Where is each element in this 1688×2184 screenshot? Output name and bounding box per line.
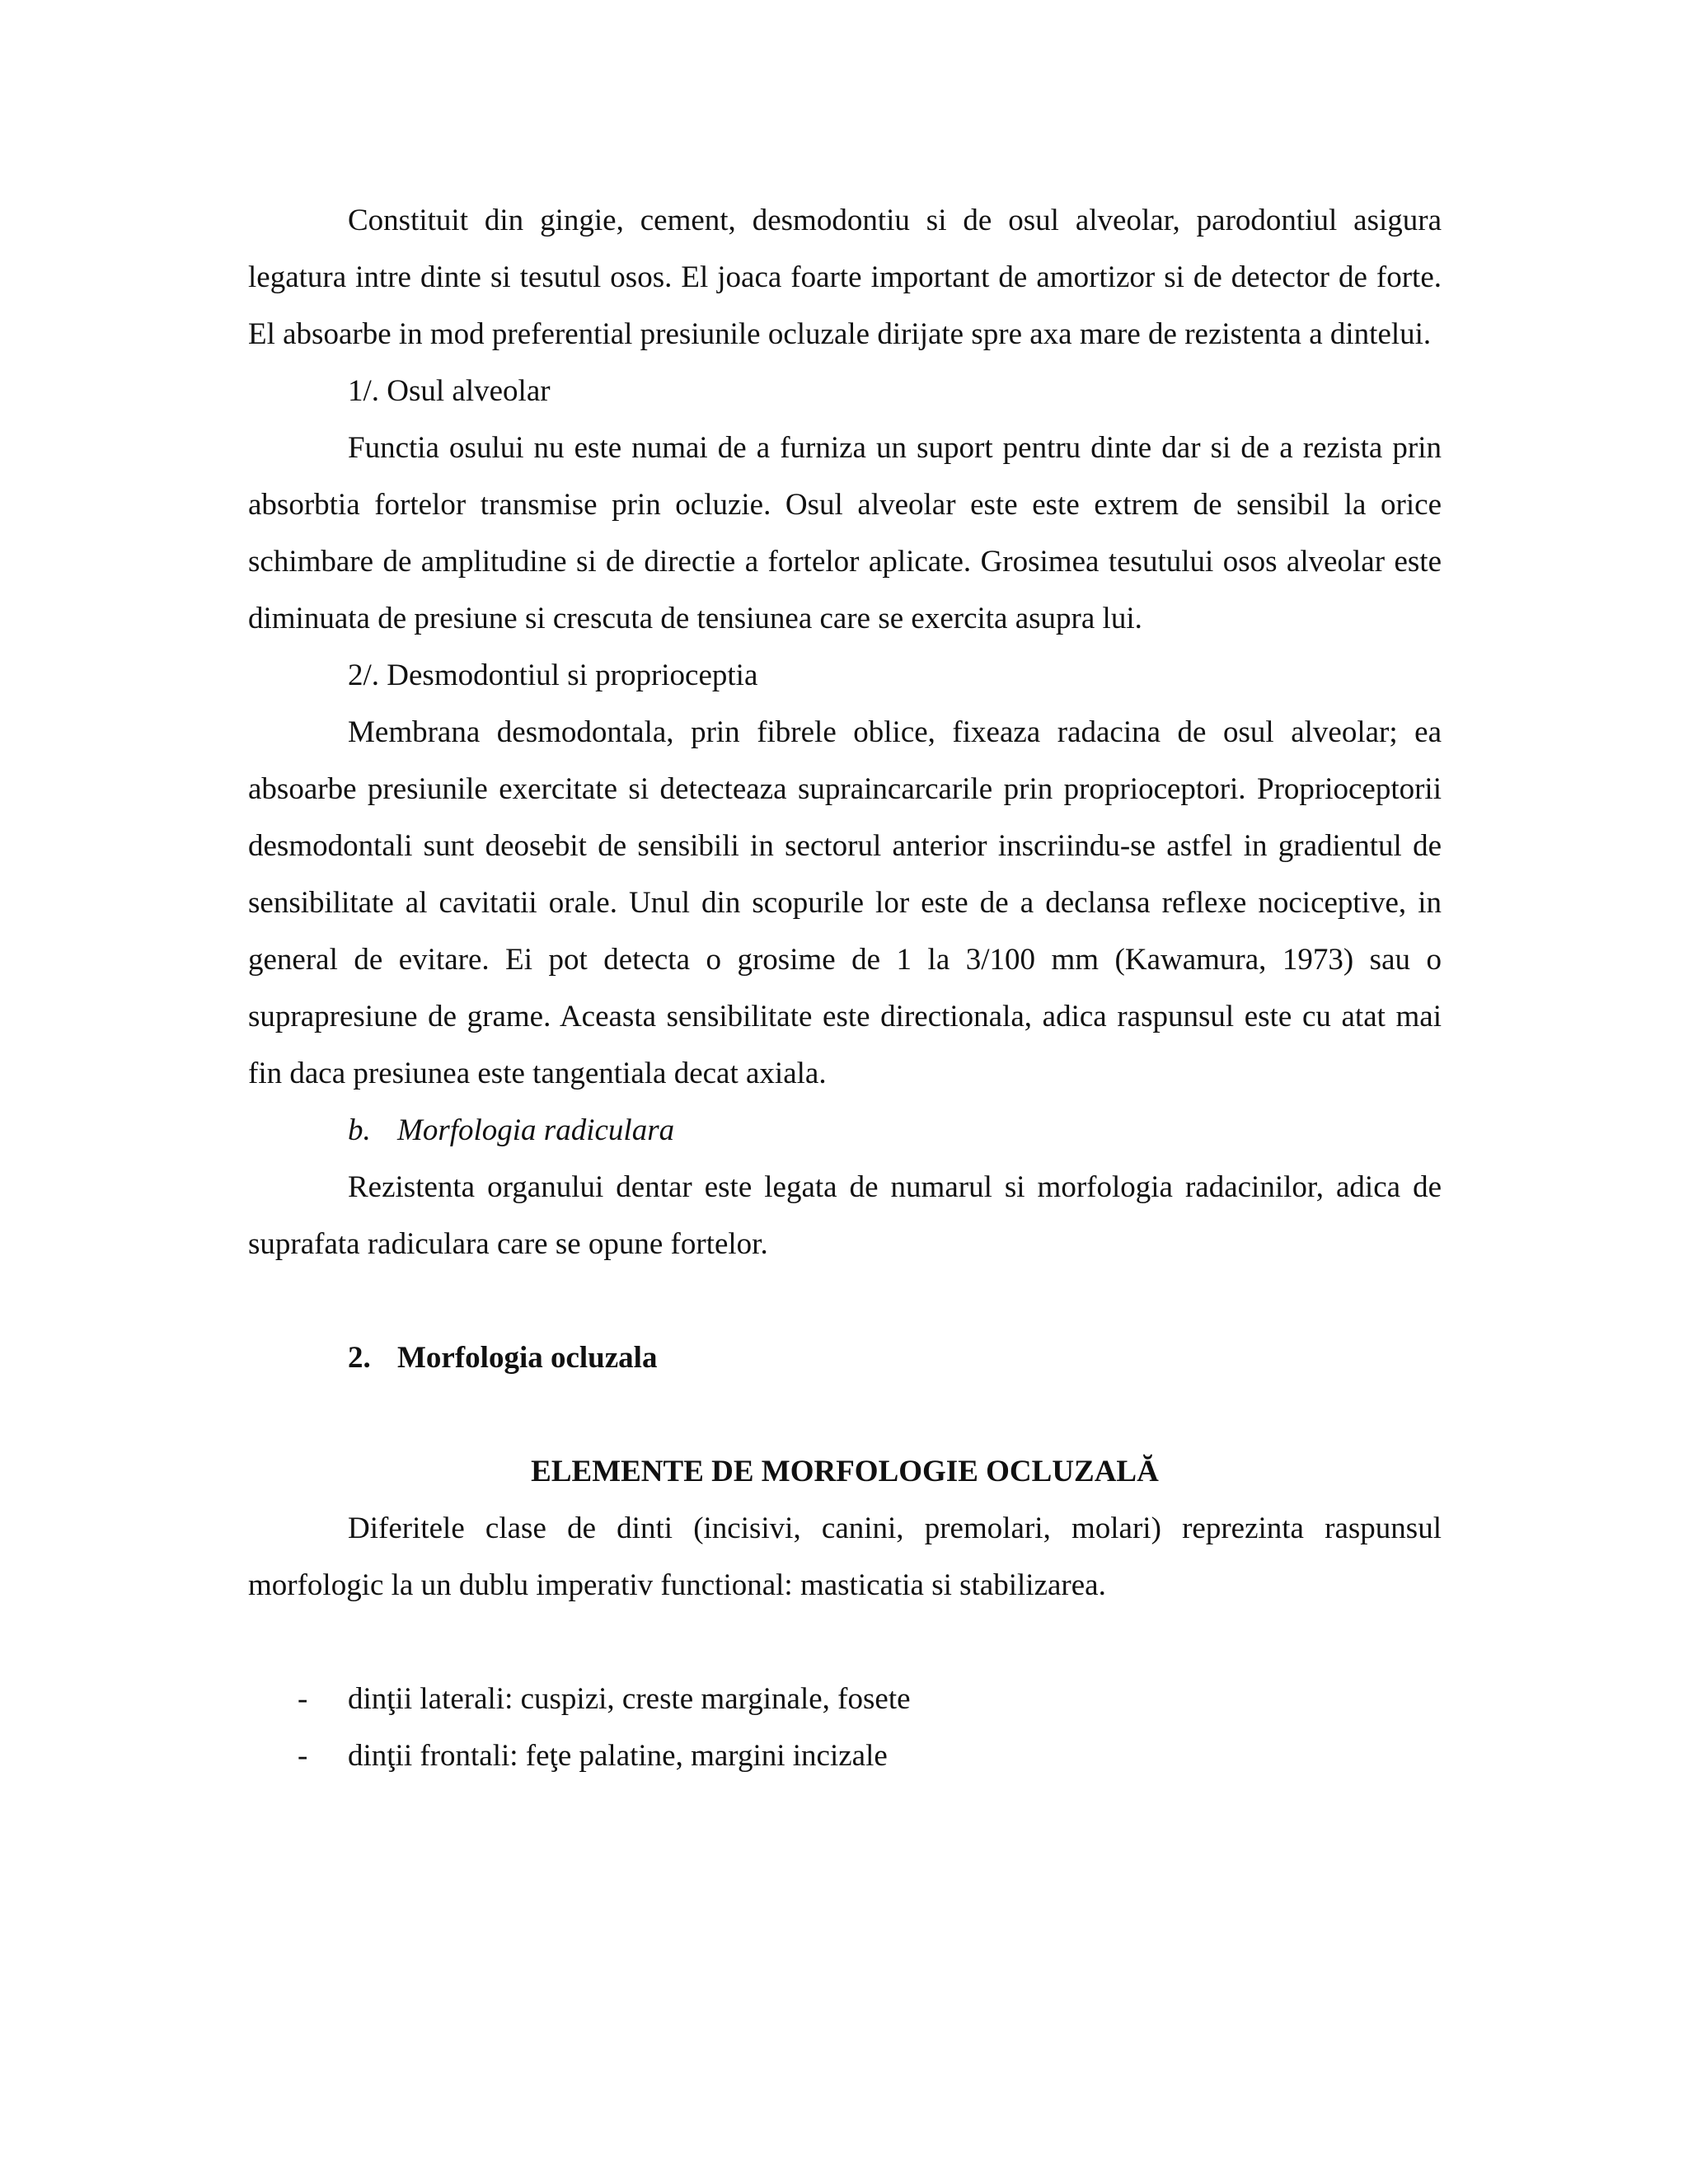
paragraph-osul-alveolar: Functia osului nu este numai de a furniza un suport pentru dinte dar si de a rezista prin absorbtia fortelor transmise prin ocluzie. Osul alveolar este este extrem de sensibil la orice schimbare de amplitudine si de directie a fortelor aplicate. Grosimea tesutului osos alveolar este diminuata de presiune si crescuta de tensiunea care se exercita asupra lui. <box>248 431 1442 635</box>
subheading-desmodontiul: 2/. Desmodontiul si proprioceptia <box>348 658 758 692</box>
list-item-text: dinţii frontali: feţe palatine, margini incizale <box>348 1739 888 1773</box>
section-heading-morfologia-ocluzala <box>248 1329 1442 1386</box>
dinti-list <box>248 1671 1442 1784</box>
chapter-title: ELEMENTE DE MORFOLOGIE OCLUZALĂ <box>531 1455 1159 1488</box>
paragraph-clase-de-dinti: Diferitele clase de dinti (incisivi, canini, premolari, molari) reprezinta raspunsul morfologic la un dublu imperativ functional: masticatia si stabilizarea. <box>248 1511 1442 1602</box>
list-item <box>248 1727 1442 1784</box>
list-item-text: dinţii laterali: cuspizi, creste marginale, fosete <box>348 1682 911 1716</box>
spacer <box>248 1272 1442 1329</box>
section-number: 2. <box>348 1341 371 1375</box>
spacer <box>248 1614 1442 1671</box>
section-title: Morfologia ocluzala <box>397 1341 658 1375</box>
list-dash: - <box>298 1682 308 1716</box>
spacer <box>248 1386 1442 1443</box>
list-dash: - <box>298 1739 308 1773</box>
paragraph-morfologia-radiculara: Rezistenta organului dentar este legata de numarul si morfologia radacinilor, adica de suprafata radiculara care se opune fortelor. <box>248 1170 1442 1261</box>
subheading-letter: b. <box>348 1113 371 1147</box>
subheading-morfologia-radiculara <box>248 1102 1442 1159</box>
paragraph-desmodontiul: Membrana desmodontala, prin fibrele oblice, fixeaza radacina de osul alveolar; ea absoarbe presiunile exercitate si detecteaza supraincarcarile prin proprioceptori. Proprioceptorii desmodontali sunt deosebit de sensibili in sectorul anterior inscriindu-se astfel in gradientul de sensibilitate al cavitatii orale. Unul din scopurile lor este de a declansa reflexe nociceptive, in general de evitare. Ei pot detecta o grosime de 1 la 3/100 mm (Kawamura, 1973) sau o suprapresiune de grame. Aceasta sensibilitate este directionala, adica raspunsul este cu atat mai fin daca presiunea este tangentiala decat axiala. <box>248 715 1442 1090</box>
paragraph-parodontiu: Constituit din gingie, cement, desmodontiu si de osul alveolar, parodontiul asigura legatura intre dinte si tesutul osos. El joaca foarte important de amortizor si de detector de forte. El absoarbe in mod preferential presiunile ocluzale dirijate spre axa mare de rezistenta a dintelui. <box>248 204 1442 351</box>
list-item <box>248 1671 1442 1727</box>
subheading-osul-alveolar: 1/. Osul alveolar <box>348 374 551 408</box>
subheading-text: Morfologia radiculara <box>397 1113 675 1147</box>
document-body <box>248 192 1442 1784</box>
